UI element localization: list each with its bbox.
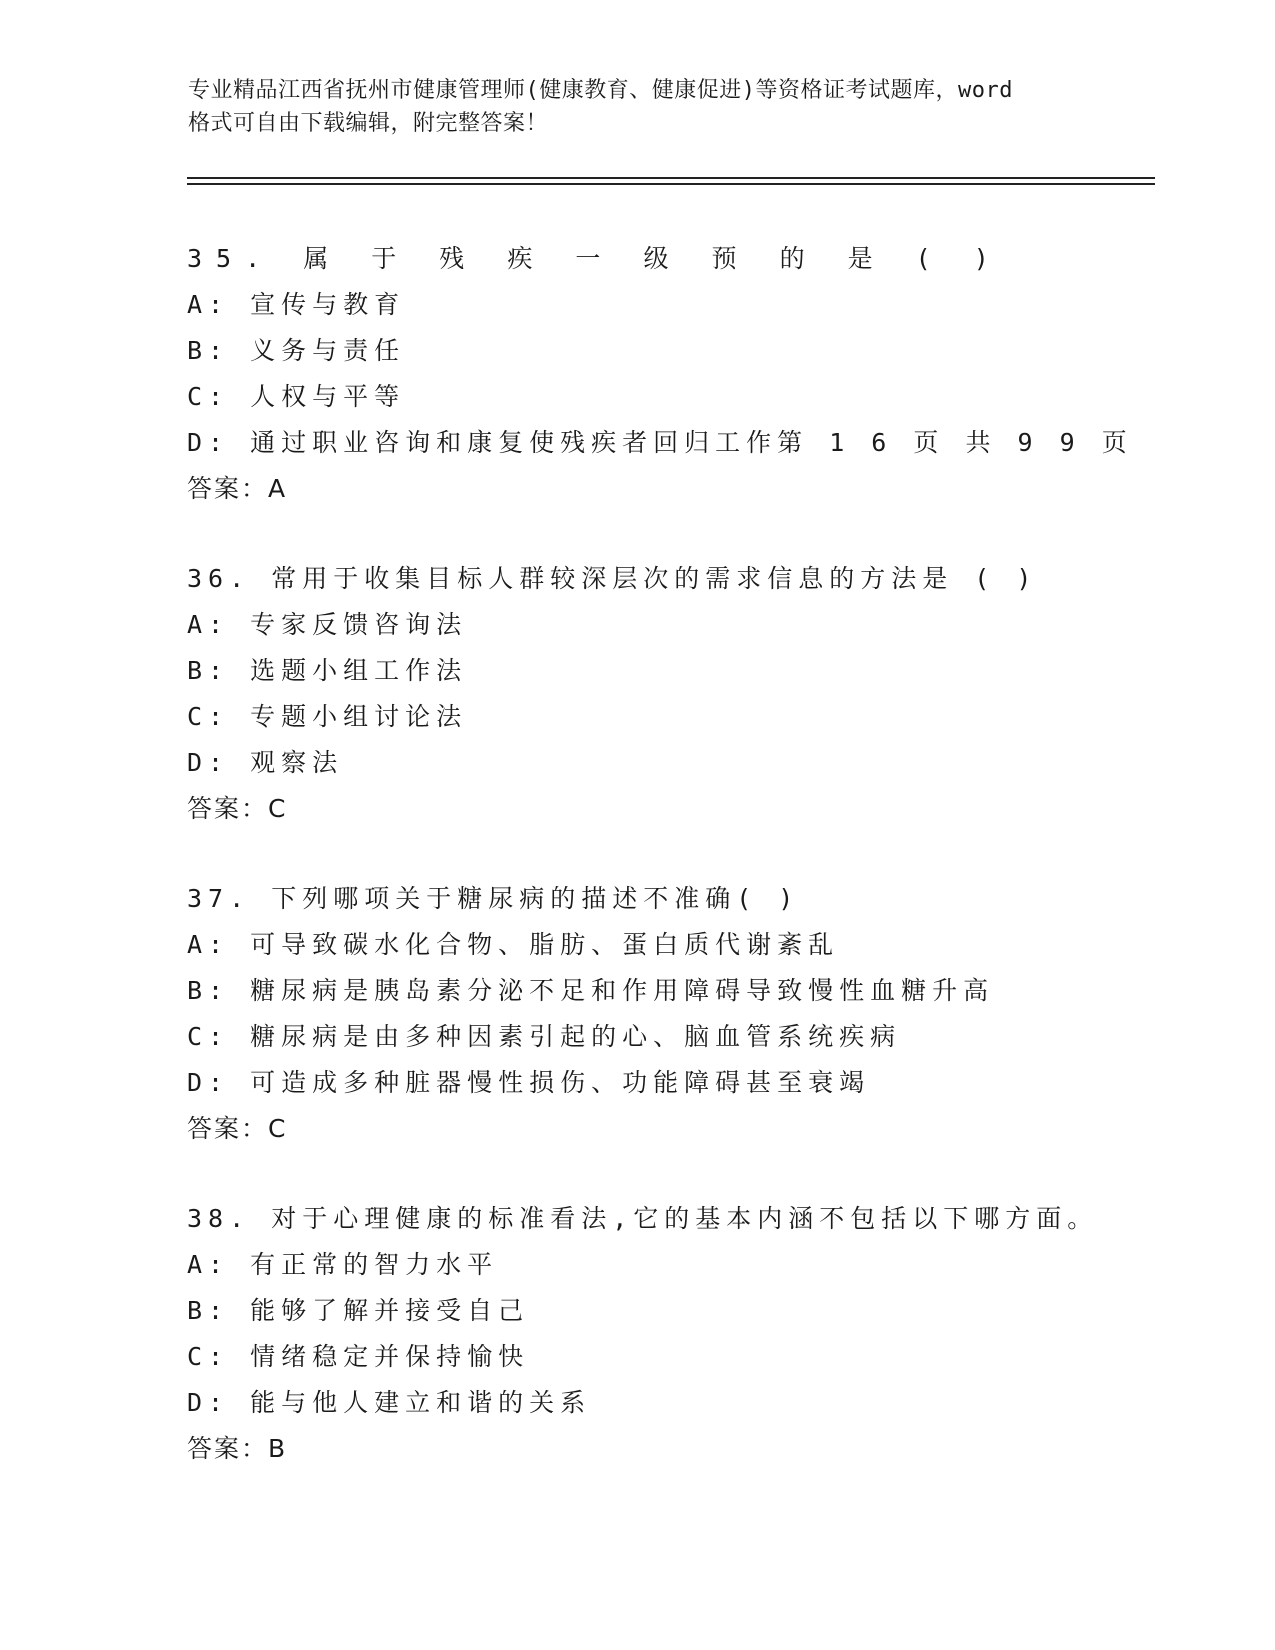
question-stem: 37. 下列哪项关于糖尿病的描述不准确( ) — [187, 884, 800, 913]
option-c: C: 情绪稳定并保持愉快 — [187, 1342, 530, 1371]
option-d: D: 可造成多种脏器慢性损伤、功能障碍甚至衰竭 — [187, 1068, 871, 1097]
option-c: C: 人权与平等 — [187, 382, 406, 411]
answer: 答案：B — [187, 1434, 288, 1463]
question-37 — [187, 876, 1187, 1152]
option-d: D: 观察法 — [187, 748, 344, 777]
answer: 答案：C — [187, 1114, 288, 1143]
option-b: B: 义务与责任 — [187, 336, 406, 365]
option-d: D: 通过职业咨询和康复使残疾者回归工作第 1 6 页 共 9 9 页 — [187, 428, 1133, 457]
question-36 — [187, 556, 1187, 832]
header-divider-top — [187, 177, 1155, 179]
option-b: B: 糖尿病是胰岛素分泌不足和作用障碍导致慢性血糖升高 — [187, 976, 995, 1005]
option-d: D: 能与他人建立和谐的关系 — [187, 1388, 592, 1417]
header-line-1: 专业精品江西省抚州市健康管理师(健康教育、健康促进)等资格证考试题库，word — [188, 78, 1013, 103]
header-line-2: 格式可自由下载编辑，附完整答案！ — [188, 111, 549, 136]
option-c: C: 专题小组讨论法 — [187, 702, 468, 731]
option-c: C: 糖尿病是由多种因素引起的心、脑血管系统疾病 — [187, 1022, 902, 1051]
document-header — [188, 74, 1098, 140]
question-35 — [187, 236, 1187, 512]
question-stem: 35. 属 于 残 疾 一 级 预 的 是 ( ) — [187, 244, 1003, 273]
option-a: A: 有正常的智力水平 — [187, 1250, 499, 1279]
question-38 — [187, 1196, 1187, 1472]
option-a: A: 专家反馈咨询法 — [187, 610, 468, 639]
answer: 答案：C — [187, 794, 288, 823]
option-a: A: 可导致碳水化合物、脂肪、蛋白质代谢紊乱 — [187, 930, 840, 959]
header-divider-bottom — [187, 183, 1155, 185]
option-b: B: 能够了解并接受自己 — [187, 1296, 530, 1325]
option-b: B: 选题小组工作法 — [187, 656, 468, 685]
option-a: A: 宣传与教育 — [187, 290, 406, 319]
question-stem: 38. 对于心理健康的标准看法,它的基本内涵不包括以下哪方面。 — [187, 1204, 1099, 1233]
answer: 答案：A — [187, 474, 288, 503]
question-stem: 36. 常用于收集目标人群较深层次的需求信息的方法是 ( ) — [187, 564, 1038, 593]
